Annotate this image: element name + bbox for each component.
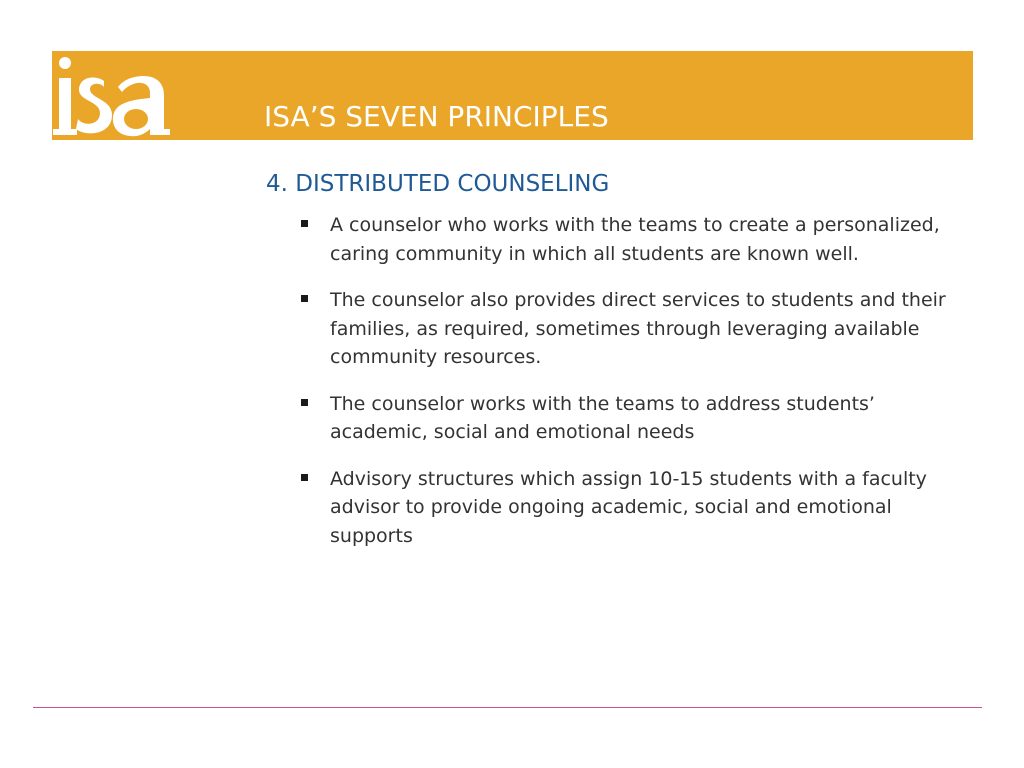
square-bullet-icon: [301, 474, 308, 481]
list-item: [297, 465, 957, 551]
section-heading: 4. DISTRIBUTED COUNSELING: [266, 171, 610, 197]
list-item: [297, 390, 957, 447]
bullet-text: A counselor who works with the teams to create a personalized, caring community in which all students are known well.: [330, 214, 940, 265]
bullet-text: The counselor also provides direct services to students and their families, as required, sometimes through leveraging available community resources.: [330, 289, 946, 368]
list-item: [297, 286, 957, 372]
square-bullet-icon: [301, 295, 308, 302]
isa-logo: [52, 51, 178, 140]
bullet-text: The counselor works with the teams to address students’ academic, social and emotional needs: [330, 392, 875, 443]
principle-bullet-list: [297, 211, 957, 568]
footer-divider: [33, 707, 982, 708]
square-bullet-icon: [301, 220, 308, 227]
square-bullet-icon: [301, 399, 308, 406]
list-item: [297, 211, 957, 268]
page-title: ISA’S SEVEN PRINCIPLES: [264, 100, 609, 133]
bullet-text: Advisory structures which assign 10-15 students with a faculty advisor to provide ongoing academic, social and emotional supports: [330, 467, 927, 547]
